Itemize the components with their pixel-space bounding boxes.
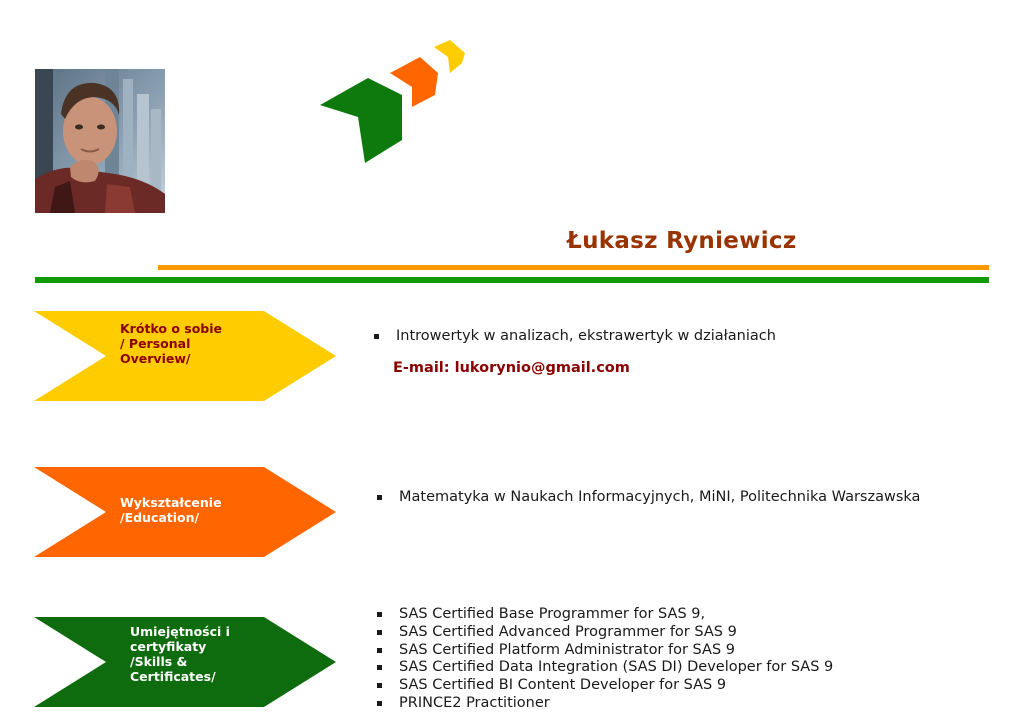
section-arrow-skills (34, 617, 336, 707)
section-label-skills: Umiejętności i certyfikaty /Skills & Certificates/ (130, 624, 230, 684)
education-list (375, 489, 920, 505)
list-item: SAS Certified Platform Administrator for SAS 9 (375, 642, 833, 660)
bullet-icon (374, 334, 379, 339)
page-title: Łukasz Ryniewicz (567, 228, 797, 254)
section-arrow-education (34, 467, 336, 557)
section-arrow-overview (34, 311, 336, 401)
section-label-overview: Krótko o sobie / Personal Overview/ (120, 321, 223, 366)
list-item: SAS Certified Advanced Programmer for SAS 9 (375, 624, 833, 642)
section-label-education: Wykształcenie /Education/ (120, 495, 222, 525)
green-divider (35, 277, 989, 283)
bullet-icon (377, 648, 382, 653)
bullet-icon (377, 630, 382, 635)
list-item: SAS Certified BI Content Developer for SAS 9 (375, 677, 833, 695)
list-item: Introwertyk w analizach, ekstrawertyk w działaniach (372, 328, 776, 344)
list-item: SAS Certified Base Programmer for SAS 9, (375, 606, 833, 624)
bullet-icon (377, 612, 382, 617)
orange-divider (158, 265, 989, 270)
overview-list (372, 328, 776, 344)
bullet-icon (377, 701, 382, 706)
list-item: Matematyka w Naukach Informacyjnych, MiNI, Politechnika Warszawska (375, 489, 920, 505)
list-item: SAS Certified Data Integration (SAS DI) Developer for SAS 9 (375, 659, 833, 677)
skills-list (375, 606, 833, 713)
list-item: PRINCE2 Practitioner (375, 695, 833, 713)
bullet-icon (377, 683, 382, 688)
email-link[interactable]: E-mail: lukorynio@gmail.com (393, 360, 630, 376)
bullet-icon (377, 495, 382, 500)
profile-photo (35, 69, 165, 213)
chevron-logo-icon (310, 35, 480, 170)
bullet-icon (377, 665, 382, 670)
